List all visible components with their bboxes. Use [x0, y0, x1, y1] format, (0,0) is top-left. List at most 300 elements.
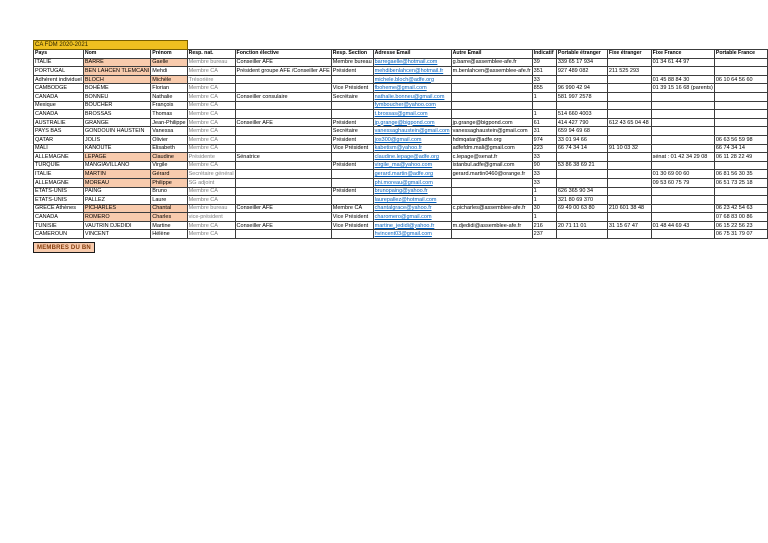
cell-fonction[interactable] [235, 144, 331, 153]
cell-section[interactable]: Vice Président [331, 144, 373, 153]
cell-fixe_france[interactable] [651, 187, 714, 196]
cell-fonction[interactable]: Sénatrice [235, 153, 331, 162]
cell-portable_etranger[interactable]: 339 65 17 934 [556, 58, 607, 67]
cell-portable_france[interactable]: 06 23 42 54 63 [714, 204, 767, 213]
cell-portable_france[interactable] [714, 118, 767, 127]
cell-indicatif[interactable]: 1 [532, 187, 556, 196]
cell-prenom[interactable]: Martine [151, 221, 187, 230]
cell-fixe_france[interactable] [651, 118, 714, 127]
cell-fonction[interactable] [235, 110, 331, 119]
cell-fixe_etranger[interactable]: 612 43 65 04 48 [607, 118, 651, 127]
cell-section[interactable]: Vice Président [331, 84, 373, 93]
cell-nom[interactable]: BONNEU [83, 92, 150, 101]
cell-fonction[interactable]: Conseiller AFE [235, 118, 331, 127]
email-link[interactable]: charomero@gmail.com [374, 214, 432, 221]
cell-prenom[interactable]: Chantal [151, 204, 187, 213]
cell-nom[interactable]: VINCENT [83, 230, 150, 239]
cell-portable_france[interactable] [714, 127, 767, 136]
cell-pays[interactable]: TURQUIE [34, 161, 84, 170]
cell-resp_nat[interactable]: Membre CA [187, 144, 235, 153]
email-link[interactable]: nathalie.bonneu@gmail.com [374, 93, 445, 100]
cell-fixe_france[interactable] [651, 110, 714, 119]
cell-portable_france[interactable] [714, 187, 767, 196]
cell-fonction[interactable]: Conseiller AFE [235, 221, 331, 230]
cell-portable_france[interactable]: 06 63 56 59 98 [714, 135, 767, 144]
cell-portable_etranger[interactable]: 581 997 2578 [556, 92, 607, 101]
cell-fixe_etranger[interactable] [607, 161, 651, 170]
cell-indicatif[interactable]: 237 [532, 230, 556, 239]
cell-pays[interactable]: PORTUGAL [34, 67, 84, 76]
cell-resp_nat[interactable]: Membre bureau [187, 58, 235, 67]
cell-indicatif[interactable]: 216 [532, 221, 556, 230]
cell-indicatif[interactable]: 974 [532, 135, 556, 144]
cell-resp_nat[interactable]: Membre CA [187, 67, 235, 76]
cell-autre_email[interactable]: c.picharles@assemblee-afe.fr [451, 204, 532, 213]
col-header-fixe_france[interactable]: Fixe France [651, 49, 714, 58]
cell-nom[interactable]: LEPAGE [83, 153, 150, 162]
cell-email[interactable] [373, 135, 451, 144]
cell-portable_etranger[interactable]: 659 94 69 68 [556, 127, 607, 136]
cell-fixe_france[interactable] [651, 101, 714, 110]
cell-resp_nat[interactable]: Membre CA [187, 161, 235, 170]
cell-pays[interactable]: GRECE Athènes [34, 204, 84, 213]
cell-fixe_etranger[interactable] [607, 135, 651, 144]
cell-resp_nat[interactable]: Membre CA [187, 187, 235, 196]
cell-prenom[interactable]: Hélène [151, 230, 187, 239]
cell-fixe_france[interactable] [651, 127, 714, 136]
cell-indicatif[interactable]: 33 [532, 178, 556, 187]
cell-resp_nat[interactable]: Présidente [187, 153, 235, 162]
col-header-section[interactable]: Resp. Section [331, 49, 373, 58]
cell-portable_france[interactable] [714, 84, 767, 93]
cell-portable_etranger[interactable] [556, 213, 607, 222]
cell-pays[interactable]: Adhérent individuel [35, 76, 82, 83]
cell-fonction[interactable] [235, 170, 331, 179]
cell-indicatif[interactable]: 61 [532, 118, 556, 127]
cell-nom[interactable]: GONDOUIN HAUSTEIN [83, 127, 150, 136]
email-link[interactable]: fymboucher@yahoo.com [374, 102, 436, 109]
cell-portable_france[interactable]: 06 81 56 30 35 [714, 170, 767, 179]
email-link[interactable]: virgile_ma@yahoo.com [374, 162, 433, 169]
email-link[interactable]: kabetism@yahoo.fr [374, 145, 423, 152]
cell-prenom[interactable]: François [151, 101, 187, 110]
cell-resp_nat[interactable]: Membre CA [187, 196, 235, 205]
cell-autre_email[interactable] [451, 187, 532, 196]
cell-fixe_france[interactable]: 01 34 61 44 97 [651, 58, 714, 67]
cell-pays[interactable]: ETATS-UNIS [34, 196, 84, 205]
cell-fixe_etranger[interactable] [607, 170, 651, 179]
cell-pays[interactable]: ITALIE [34, 170, 84, 179]
cell-fonction[interactable]: Conseiller AFE [235, 204, 331, 213]
email-link[interactable]: laurepallez@hotmail.com [374, 196, 437, 203]
cell-nom[interactable]: PAING [83, 187, 150, 196]
cell-fixe_etranger[interactable]: 91 10 03 32 [607, 144, 651, 153]
cell-section[interactable] [331, 196, 373, 205]
cell-fixe_etranger[interactable] [607, 230, 651, 239]
col-header-resp_nat[interactable]: Resp. nat. [187, 49, 235, 58]
cell-fonction[interactable] [235, 161, 331, 170]
cell-resp_nat[interactable]: Membre CA [187, 230, 235, 239]
cell-prenom[interactable]: Elisabeth [151, 144, 187, 153]
cell-fixe_france[interactable] [651, 213, 714, 222]
cell-portable_france[interactable] [714, 110, 767, 119]
cell-nom[interactable]: PALLEZ [83, 196, 150, 205]
cell-prenom[interactable]: Florian [151, 84, 187, 93]
email-link[interactable]: chantalgrace@yahoo.fr [374, 205, 432, 212]
col-header-fixe_etranger[interactable]: Fixe étranger [607, 49, 651, 58]
email-link[interactable]: barregaelle@hotmail.com [374, 59, 438, 66]
email-link[interactable]: brunopaing@yahoo.fr [374, 188, 428, 195]
cell-portable_france[interactable]: 06 11 28 22 49 [714, 153, 767, 162]
cell-prenom[interactable]: Claudine [151, 153, 187, 162]
cell-portable_etranger[interactable]: 626 365 90 34 [556, 187, 607, 196]
cell-autre_email[interactable]: m.benlahcen@assemblee-afe.fr [452, 67, 531, 74]
email-link[interactable]: claudine.lepage@adfe.org [374, 153, 439, 160]
cell-section[interactable]: Président [331, 187, 373, 196]
cell-portable_france[interactable] [714, 92, 767, 101]
cell-resp_nat[interactable]: Secrétaire général [188, 171, 234, 178]
cell-prenom[interactable]: Philippe [151, 178, 187, 187]
cell-prenom[interactable]: Vanessa [151, 127, 187, 136]
cell-nom[interactable]: BOUCHER [83, 101, 150, 110]
cell-portable_france[interactable]: 06 15 22 56 23 [714, 221, 767, 230]
cell-fixe_etranger[interactable] [607, 196, 651, 205]
cell-fixe_france[interactable]: 01 39 15 16 68 (parents) [652, 85, 713, 92]
cell-portable_etranger[interactable]: 33 01 94 66 [556, 135, 607, 144]
cell-fonction[interactable] [235, 127, 331, 136]
cell-portable_france[interactable] [714, 58, 767, 67]
cell-fonction[interactable]: Conseiller AFE [235, 58, 331, 67]
cell-email[interactable] [373, 118, 451, 127]
cell-fixe_france[interactable]: sénat : 01 42 34 29 08 [651, 153, 714, 162]
cell-fixe_etranger[interactable] [607, 110, 651, 119]
cell-section[interactable] [331, 75, 373, 84]
email-link[interactable]: vanessaghaustein@gmail.com [374, 128, 450, 135]
cell-indicatif[interactable]: 1 [532, 110, 556, 119]
cell-nom[interactable]: JOLIS [83, 135, 150, 144]
cell-pays[interactable]: CAMBODGE [34, 84, 84, 93]
cell-prenom[interactable]: Michèle [151, 75, 187, 84]
cell-portable_etranger[interactable]: 66 74 34 14 [556, 144, 607, 153]
cell-fonction[interactable] [235, 75, 331, 84]
cell-pays[interactable]: PAYS BAS [34, 127, 84, 136]
cell-portable_etranger[interactable]: 53 86 38 69 21 [556, 161, 607, 170]
cell-fixe_etranger[interactable]: 31 15 67 47 [607, 221, 651, 230]
cell-fixe_etranger[interactable] [607, 92, 651, 101]
cell-fonction[interactable]: Président groupe AFE /Conseiller AFE [236, 67, 330, 74]
cell-fixe_france[interactable] [651, 230, 714, 239]
cell-indicatif[interactable]: 31 [532, 127, 556, 136]
cell-prenom[interactable]: Thomas [151, 110, 187, 119]
cell-nom[interactable]: ROMERO [83, 213, 150, 222]
cell-section[interactable]: Président [331, 161, 373, 170]
cell-autre_email[interactable] [451, 84, 532, 93]
cell-autre_email[interactable] [451, 230, 532, 239]
cell-indicatif[interactable] [532, 101, 556, 110]
cell-email[interactable] [373, 187, 451, 196]
cell-resp_nat[interactable]: Trésorière [187, 75, 235, 84]
cell-autre_email[interactable] [451, 101, 532, 110]
cell-email[interactable] [373, 58, 451, 67]
cell-fonction[interactable]: Conseiller consulaire [235, 92, 331, 101]
cell-resp_nat[interactable]: Membre bureau [187, 204, 235, 213]
cell-fonction[interactable] [235, 187, 331, 196]
cell-resp_nat[interactable]: Membre CA [187, 101, 235, 110]
cell-autre_email[interactable]: gerard.martin0460@orange.fr [451, 170, 532, 179]
email-link[interactable]: jp.grange@bigpond.com [374, 119, 435, 126]
cell-email[interactable] [373, 213, 451, 222]
cell-autre_email[interactable] [451, 178, 532, 187]
cell-nom[interactable]: BARRE [83, 58, 150, 67]
cell-fonction[interactable] [235, 230, 331, 239]
cell-resp_nat[interactable]: Membre CA [187, 92, 235, 101]
cell-fonction[interactable] [235, 178, 331, 187]
email-link[interactable]: jos300@gmail.com [374, 136, 422, 143]
cell-indicatif[interactable]: 33 [532, 75, 556, 84]
cell-nom[interactable]: BEN LAHCEN TLEMCANI [84, 67, 150, 74]
cell-indicatif[interactable]: 855 [532, 84, 556, 93]
cell-email[interactable] [373, 170, 451, 179]
cell-indicatif[interactable]: 90 [532, 161, 556, 170]
cell-indicatif[interactable]: 1 [532, 213, 556, 222]
sheet-title[interactable]: CA FDM 2020-2021 [34, 41, 188, 50]
cell-prenom[interactable]: Gérard [151, 170, 187, 179]
cell-fixe_france[interactable] [651, 67, 714, 76]
cell-pays[interactable]: MALI [34, 144, 84, 153]
cell-email[interactable] [373, 204, 451, 213]
cell-portable_etranger[interactable]: 414 427 790 [556, 118, 607, 127]
cell-section[interactable]: Président [331, 67, 373, 76]
cell-autre_email[interactable] [451, 75, 532, 84]
cell-resp_nat[interactable]: Membre CA [187, 135, 235, 144]
cell-resp_nat[interactable]: vice-président [187, 213, 235, 222]
cell-portable_france[interactable] [714, 67, 767, 76]
cell-pays[interactable]: Mexique [34, 101, 84, 110]
cell-email[interactable] [373, 153, 451, 162]
cell-resp_nat[interactable]: Membre CA [187, 127, 235, 136]
cell-nom[interactable]: MOREAU [83, 178, 150, 187]
cell-prenom[interactable]: Gaelle [151, 58, 187, 67]
col-header-indicatif[interactable]: Indicatif [532, 49, 556, 58]
cell-portable_etranger[interactable]: 514 660 4003 [556, 110, 607, 119]
cell-autre_email[interactable]: istanbul.adfe@gmail.com [451, 161, 532, 170]
cell-resp_nat[interactable]: Membre CA [187, 221, 235, 230]
cell-autre_email[interactable]: vanessaghaustein@gmail.com [451, 127, 532, 136]
cell-nom[interactable]: MANGIAVILLANO [83, 161, 150, 170]
cell-pays[interactable]: TUNISIE [34, 221, 84, 230]
cell-prenom[interactable]: Virgile [151, 161, 187, 170]
cell-fixe_france[interactable]: 01 48 44 69 43 [651, 221, 714, 230]
cell-section[interactable]: Membre CA [331, 204, 373, 213]
cell-autre_email[interactable]: jp.grange@bigpond.com [451, 118, 532, 127]
cell-email[interactable] [373, 92, 451, 101]
cell-indicatif[interactable]: 30 [532, 204, 556, 213]
cell-email[interactable] [373, 84, 451, 93]
col-header-fonction[interactable]: Fonction élective [235, 49, 331, 58]
cell-portable_etranger[interactable]: 927 489 082 [556, 67, 607, 76]
email-link[interactable]: mehdibenlahcen@hotmail.fr [374, 67, 444, 74]
cell-autre_email[interactable] [451, 92, 532, 101]
email-link[interactable]: t.brossas@gmail.com [374, 110, 428, 117]
membres-du-bn-label[interactable]: MEMBRES DU BN [33, 242, 95, 253]
cell-pays[interactable]: ITALIE [34, 58, 84, 67]
cell-resp_nat[interactable]: Membre CA [187, 118, 235, 127]
col-header-nom[interactable]: Nom [83, 49, 150, 58]
cell-pays[interactable]: ALLEMAGNE [34, 153, 84, 162]
cell-nom[interactable]: MARTIN [83, 170, 150, 179]
cell-fonction[interactable] [235, 101, 331, 110]
cell-nom[interactable]: VAUTRIN DJEDIDI [83, 221, 150, 230]
cell-portable_etranger[interactable] [556, 153, 607, 162]
cell-nom[interactable]: KANOUTE [83, 144, 150, 153]
cell-section[interactable]: Vice Président [331, 221, 373, 230]
email-link[interactable]: hvincent03@gmail.com [374, 231, 432, 238]
cell-autre_email[interactable]: g.barre@assemblee-afe.fr [451, 58, 532, 67]
cell-portable_etranger[interactable]: 69 49 00 63 80 [556, 204, 607, 213]
cell-portable_etranger[interactable] [556, 75, 607, 84]
email-link[interactable]: michele.bloch@adfe.org [374, 76, 435, 83]
cell-fixe_france[interactable]: 01 45 88 84 30 [651, 75, 714, 84]
cell-section[interactable]: Secrétaire [331, 92, 373, 101]
email-link[interactable]: martine_jedidi@yahoo.fr [374, 222, 435, 229]
col-header-portable_etranger[interactable]: Portable étranger [556, 49, 607, 58]
cell-portable_etranger[interactable] [556, 170, 607, 179]
cell-nom[interactable]: BROSSAS [83, 110, 150, 119]
cell-portable_france[interactable]: 66 74 34 14 [714, 144, 767, 153]
cell-autre_email[interactable]: m.djedidi@assemblee-afe.fr [451, 221, 532, 230]
cell-section[interactable]: Vice Président [331, 213, 373, 222]
email-link[interactable]: fboheme@gmail.com [374, 85, 427, 92]
cell-prenom[interactable]: Charles [151, 213, 187, 222]
cell-portable_france[interactable]: 07 68 83 00 86 [714, 213, 767, 222]
cell-pays[interactable]: CANADA [34, 110, 84, 119]
cell-pays[interactable]: CANADA [34, 213, 84, 222]
cell-fixe_etranger[interactable] [607, 58, 651, 67]
cell-prenom[interactable]: Laure [151, 196, 187, 205]
cell-section[interactable]: Président [331, 135, 373, 144]
cell-portable_france[interactable]: 06 51 73 25 18 [714, 178, 767, 187]
cell-indicatif[interactable]: 1 [532, 196, 556, 205]
col-header-prenom[interactable]: Prénom [151, 49, 187, 58]
cell-fixe_france[interactable] [651, 135, 714, 144]
cell-portable_france[interactable] [714, 161, 767, 170]
cell-nom[interactable]: BLOCH [83, 75, 150, 84]
col-header-portable_france[interactable]: Portable France [714, 49, 767, 58]
cell-fixe_france[interactable] [651, 204, 714, 213]
cell-email[interactable] [373, 196, 451, 205]
cell-fixe_etranger[interactable] [607, 187, 651, 196]
cell-prenom[interactable]: Nathalie [151, 92, 187, 101]
cell-fixe_etranger[interactable] [607, 75, 651, 84]
cell-fonction[interactable] [235, 135, 331, 144]
email-link[interactable]: gerard.martin@adfe.org [374, 171, 434, 178]
cell-portable_etranger[interactable]: 321 80 69 370 [556, 196, 607, 205]
cell-pays[interactable]: CANADA [34, 92, 84, 101]
cell-portable_etranger[interactable]: 20 71 11 01 [556, 221, 607, 230]
cell-email[interactable] [373, 67, 451, 76]
cell-pays[interactable]: ETATS-UNIS [34, 187, 84, 196]
cell-prenom[interactable]: Olivier [151, 135, 187, 144]
cell-indicatif[interactable]: 223 [532, 144, 556, 153]
cell-indicatif[interactable]: 39 [532, 58, 556, 67]
cell-portable_etranger[interactable] [556, 178, 607, 187]
cell-fixe_etranger[interactable] [607, 153, 651, 162]
cell-section[interactable] [331, 153, 373, 162]
cell-prenom[interactable]: Bruno [151, 187, 187, 196]
cell-section[interactable]: Président [331, 118, 373, 127]
cell-portable_france[interactable]: 06 10 64 56 60 [714, 75, 767, 84]
cell-email[interactable] [373, 221, 451, 230]
cell-prenom[interactable]: Jean-Philippe [152, 119, 186, 126]
cell-email[interactable] [373, 144, 451, 153]
cell-indicatif[interactable]: 351 [532, 67, 556, 76]
cell-email[interactable] [373, 110, 451, 119]
cell-section[interactable]: Secrétaire [331, 127, 373, 136]
cell-fixe_etranger[interactable]: 211 525 293 [607, 67, 651, 76]
cell-indicatif[interactable]: 1 [532, 92, 556, 101]
cell-fixe_etranger[interactable] [607, 127, 651, 136]
cell-section[interactable]: Membre bureau [332, 59, 372, 66]
cell-autre_email[interactable]: adfefdm.mali@gmail.com [451, 144, 532, 153]
cell-portable_france[interactable] [714, 101, 767, 110]
cell-fixe_france[interactable] [651, 92, 714, 101]
cell-fixe_etranger[interactable] [607, 84, 651, 93]
cell-portable_etranger[interactable] [556, 230, 607, 239]
cell-email[interactable] [373, 230, 451, 239]
cell-section[interactable] [331, 230, 373, 239]
cell-fixe_etranger[interactable] [607, 178, 651, 187]
cell-autre_email[interactable]: hdmqatar@adfe.org [451, 135, 532, 144]
cell-pays[interactable]: QATAR [34, 135, 84, 144]
cell-fonction[interactable] [235, 84, 331, 93]
cell-nom[interactable]: PICHARLES [83, 204, 150, 213]
cell-portable_etranger[interactable] [556, 101, 607, 110]
cell-fixe_france[interactable]: 09 53 60 75 79 [651, 178, 714, 187]
cell-fixe_france[interactable] [651, 144, 714, 153]
cell-indicatif[interactable]: 33 [532, 153, 556, 162]
cell-email[interactable] [373, 75, 451, 84]
cell-prenom[interactable]: Mehdi [151, 67, 187, 76]
cell-email[interactable] [373, 127, 451, 136]
cell-resp_nat[interactable]: Membre CA [187, 110, 235, 119]
col-header-email[interactable]: Adresse Email [373, 49, 451, 58]
cell-section[interactable] [331, 101, 373, 110]
cell-nom[interactable]: GRANGE [83, 118, 150, 127]
cell-section[interactable] [331, 178, 373, 187]
cell-portable_france[interactable]: 06 75 31 79 07 [714, 230, 767, 239]
cell-resp_nat[interactable]: Membre CA [187, 84, 235, 93]
cell-fixe_etranger[interactable] [607, 213, 651, 222]
cell-section[interactable] [331, 110, 373, 119]
cell-autre_email[interactable]: c.lepage@senat.fr [451, 153, 532, 162]
cell-fixe_etranger[interactable] [607, 101, 651, 110]
cell-resp_nat[interactable]: SG adjoint [187, 178, 235, 187]
cell-nom[interactable]: BOHÈME [83, 84, 150, 93]
col-header-pays[interactable]: Pays [34, 49, 84, 58]
email-link[interactable]: phi.moreau@gmail.com [374, 179, 433, 186]
cell-portable_france[interactable] [714, 196, 767, 205]
cell-email[interactable] [373, 101, 451, 110]
cell-fonction[interactable] [235, 213, 331, 222]
cell-autre_email[interactable] [451, 196, 532, 205]
cell-pays[interactable]: AUSTRALIE [34, 118, 84, 127]
cell-section[interactable] [331, 170, 373, 179]
col-header-autre_email[interactable]: Autre Email [451, 49, 532, 58]
cell-portable_etranger[interactable]: 96 990 42 94 [556, 84, 607, 93]
cell-autre_email[interactable] [451, 213, 532, 222]
cell-pays[interactable]: CAMEROUN [34, 230, 84, 239]
cell-fixe_france[interactable] [651, 196, 714, 205]
